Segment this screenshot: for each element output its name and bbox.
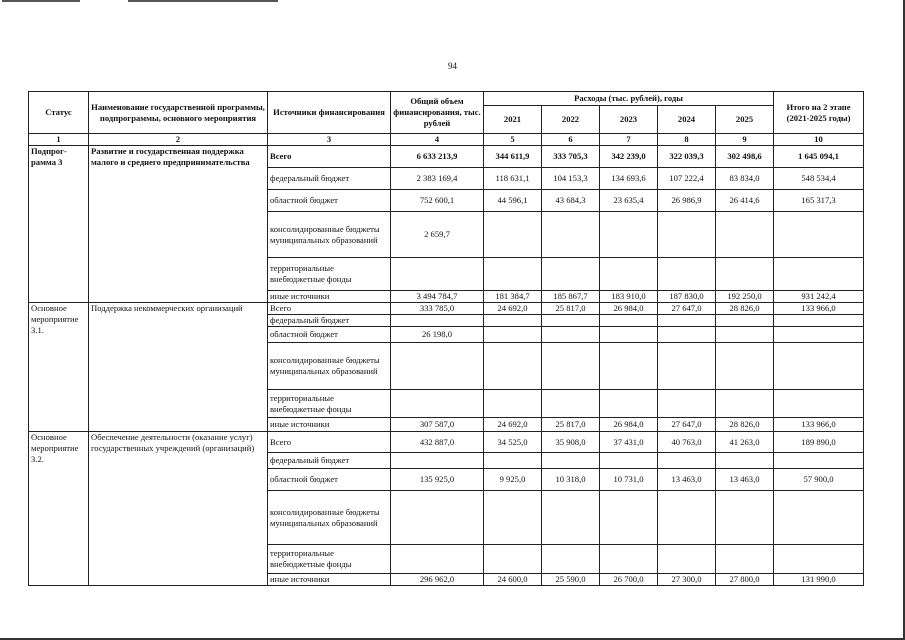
year-value-cell: 40 763,0 [658, 432, 716, 453]
program-name-cell: Обеспечение деятельности (оказание услуг) государственных учреждений (организаций) [89, 432, 268, 586]
year-value-cell [542, 491, 600, 545]
year-value-cell: 26 984,0 [600, 418, 658, 432]
year-value-cell [716, 327, 774, 343]
year-value-cell: 118 631,1 [484, 168, 542, 190]
year-value-cell [716, 343, 774, 390]
year-value-cell: 27 800,0 [716, 574, 774, 586]
year-value-cell: 107 222,4 [658, 168, 716, 190]
program-name-cell: Поддержка некоммерческих организаций [89, 303, 268, 432]
year-value-cell [716, 258, 774, 291]
header-source: Источники финансирования [268, 92, 391, 134]
table-row [29, 432, 864, 453]
total-cell [391, 258, 484, 291]
year-value-cell [542, 327, 600, 343]
source-cell: областной бюджет [268, 327, 391, 343]
total-cell [391, 453, 484, 469]
year-value-cell [658, 545, 716, 574]
header-year-2021: 2021 [484, 106, 542, 134]
stage-total-cell [774, 315, 864, 327]
page-number: 94 [448, 61, 457, 71]
stage-total-cell: 548 534,4 [774, 168, 864, 190]
column-number: 10 [774, 134, 864, 146]
year-value-cell [600, 327, 658, 343]
stage-total-cell [774, 343, 864, 390]
year-value-cell [542, 258, 600, 291]
total-cell: 752 600,1 [391, 190, 484, 212]
source-cell: иные источники [268, 574, 391, 586]
source-cell: Всего [268, 303, 391, 315]
status-cell: Основное мероприятие 3.1. [29, 303, 89, 432]
total-cell: 296 962,0 [391, 574, 484, 586]
year-value-cell [658, 327, 716, 343]
column-number: 4 [391, 134, 484, 146]
year-value-cell [484, 343, 542, 390]
stage-total-cell: 931 242,4 [774, 291, 864, 303]
year-value-cell: 302 498,6 [716, 146, 774, 168]
header-stage-total: Итого на 2 этапе (2021-2025 годы) [774, 92, 864, 134]
header-name: Наименование государственной программы, подпрограммы, основного мероприятия [89, 92, 268, 134]
year-value-cell [716, 491, 774, 545]
total-cell: 26 198,0 [391, 327, 484, 343]
year-value-cell: 344 611,9 [484, 146, 542, 168]
year-value-cell [658, 453, 716, 469]
year-value-cell [484, 390, 542, 418]
stage-total-cell: 133 966,0 [774, 303, 864, 315]
source-cell: областной бюджет [268, 469, 391, 491]
source-cell: территориальные внебюджетные фонды [268, 390, 391, 418]
source-cell: консолидированные бюджеты муниципальных образований [268, 212, 391, 258]
source-cell: федеральный бюджет [268, 168, 391, 190]
year-value-cell [484, 212, 542, 258]
year-value-cell: 35 908,0 [542, 432, 600, 453]
year-value-cell: 342 239,0 [600, 146, 658, 168]
year-value-cell: 34 525,0 [484, 432, 542, 453]
year-value-cell [484, 327, 542, 343]
stage-total-cell: 57 900,0 [774, 469, 864, 491]
year-value-cell: 25 590,0 [542, 574, 600, 586]
year-value-cell: 43 684,3 [542, 190, 600, 212]
year-value-cell [600, 491, 658, 545]
column-number: 5 [484, 134, 542, 146]
year-value-cell [600, 212, 658, 258]
year-value-cell [716, 212, 774, 258]
total-cell: 333 785,0 [391, 303, 484, 315]
source-cell: федеральный бюджет [268, 453, 391, 469]
status-cell: Подпрог-рамма 3 [29, 146, 89, 303]
year-value-cell [716, 390, 774, 418]
year-value-cell: 26 986,9 [658, 190, 716, 212]
source-cell: консолидированные бюджеты муниципальных образований [268, 343, 391, 390]
source-cell: иные источники [268, 418, 391, 432]
column-number: 9 [716, 134, 774, 146]
total-cell: 135 925,0 [391, 469, 484, 491]
year-value-cell [542, 315, 600, 327]
total-cell [391, 491, 484, 545]
year-value-cell: 26 984,0 [600, 303, 658, 315]
budget-table [28, 91, 864, 586]
year-value-cell [716, 545, 774, 574]
year-value-cell [600, 258, 658, 291]
year-value-cell [600, 315, 658, 327]
total-cell: 307 587,0 [391, 418, 484, 432]
stage-total-cell [774, 327, 864, 343]
stage-total-cell: 131 990,0 [774, 574, 864, 586]
column-number: 2 [89, 134, 268, 146]
year-value-cell: 83 834,0 [716, 168, 774, 190]
total-cell: 3 494 784,7 [391, 291, 484, 303]
stage-total-cell [774, 453, 864, 469]
year-value-cell [600, 390, 658, 418]
year-value-cell: 13 463,0 [716, 469, 774, 491]
year-value-cell: 37 431,0 [600, 432, 658, 453]
source-cell: Всего [268, 432, 391, 453]
source-cell: Всего [268, 146, 391, 168]
total-cell: 2 383 169,4 [391, 168, 484, 190]
header-expenses: Расходы (тыс. рублей), годы [484, 92, 774, 106]
source-cell: территориальные внебюджетные фонды [268, 258, 391, 291]
year-value-cell [484, 453, 542, 469]
year-value-cell: 27 647,0 [658, 303, 716, 315]
year-value-cell [658, 343, 716, 390]
total-cell [391, 390, 484, 418]
year-value-cell: 9 925,0 [484, 469, 542, 491]
year-value-cell [484, 545, 542, 574]
year-value-cell [542, 545, 600, 574]
year-value-cell [484, 258, 542, 291]
table-body [29, 146, 864, 586]
year-value-cell: 23 635,4 [600, 190, 658, 212]
stage-total-cell [774, 390, 864, 418]
total-cell: 6 633 213,9 [391, 146, 484, 168]
stage-total-cell: 1 645 094,1 [774, 146, 864, 168]
year-value-cell [484, 315, 542, 327]
total-cell [391, 315, 484, 327]
year-value-cell [658, 390, 716, 418]
year-value-cell: 10 731,0 [600, 469, 658, 491]
source-cell: областной бюджет [268, 190, 391, 212]
year-value-cell: 24 600,0 [484, 574, 542, 586]
year-value-cell: 10 318,0 [542, 469, 600, 491]
year-value-cell: 333 705,3 [542, 146, 600, 168]
year-value-cell: 24 692,0 [484, 418, 542, 432]
table-row [29, 303, 864, 315]
year-value-cell: 41 263,0 [716, 432, 774, 453]
column-number: 3 [268, 134, 391, 146]
year-value-cell: 24 692,0 [484, 303, 542, 315]
stage-total-cell [774, 545, 864, 574]
total-cell: 2 659,7 [391, 212, 484, 258]
stage-total-cell [774, 258, 864, 291]
header-year-2023: 2023 [600, 106, 658, 134]
year-value-cell: 187 830,0 [658, 291, 716, 303]
year-value-cell [716, 453, 774, 469]
header-year-2024: 2024 [658, 106, 716, 134]
column-number: 6 [542, 134, 600, 146]
header-year-2022: 2022 [542, 106, 600, 134]
header-year-2025: 2025 [716, 106, 774, 134]
column-number: 7 [600, 134, 658, 146]
year-value-cell: 104 153,3 [542, 168, 600, 190]
year-value-cell: 26 700,0 [600, 574, 658, 586]
year-value-cell [484, 491, 542, 545]
year-value-cell: 192 250,0 [716, 291, 774, 303]
year-value-cell [542, 390, 600, 418]
year-value-cell: 26 414,6 [716, 190, 774, 212]
scan-top-line-left [2, 0, 80, 2]
stage-total-cell: 133 966,0 [774, 418, 864, 432]
year-value-cell: 185 867,7 [542, 291, 600, 303]
year-value-cell: 28 826,0 [716, 303, 774, 315]
total-cell [391, 545, 484, 574]
source-cell: иные источники [268, 291, 391, 303]
status-cell: Основное мероприятие 3.2. [29, 432, 89, 586]
total-cell: 432 887,0 [391, 432, 484, 453]
year-value-cell [542, 453, 600, 469]
source-cell: консолидированные бюджеты муниципальных образований [268, 491, 391, 545]
header-total: Общий объем финансирования, тыс. рублей [391, 92, 484, 134]
column-number: 1 [29, 134, 89, 146]
year-value-cell: 181 384,7 [484, 291, 542, 303]
table-row [29, 146, 864, 168]
stage-total-cell: 189 890,0 [774, 432, 864, 453]
year-value-cell [600, 453, 658, 469]
program-name-cell: Развитие и государственная поддержка малого и среднего предпринимательства [89, 146, 268, 303]
year-value-cell [658, 258, 716, 291]
year-value-cell [542, 212, 600, 258]
year-value-cell: 25 817,0 [542, 303, 600, 315]
year-value-cell [658, 212, 716, 258]
source-cell: федеральный бюджет [268, 315, 391, 327]
column-number: 8 [658, 134, 716, 146]
year-value-cell: 322 039,3 [658, 146, 716, 168]
year-value-cell [600, 343, 658, 390]
stage-total-cell: 165 317,3 [774, 190, 864, 212]
year-value-cell: 183 910,0 [600, 291, 658, 303]
year-value-cell: 44 596,1 [484, 190, 542, 212]
source-cell: территориальные внебюджетные фонды [268, 545, 391, 574]
stage-total-cell [774, 491, 864, 545]
year-value-cell [658, 315, 716, 327]
stage-total-cell [774, 212, 864, 258]
year-value-cell: 25 817,0 [542, 418, 600, 432]
year-value-cell: 13 463,0 [658, 469, 716, 491]
scan-top-line-middle [128, 0, 278, 2]
year-value-cell: 27 647,0 [658, 418, 716, 432]
year-value-cell [600, 545, 658, 574]
total-cell [391, 343, 484, 390]
year-value-cell: 134 693,6 [600, 168, 658, 190]
year-value-cell [716, 315, 774, 327]
year-value-cell [658, 491, 716, 545]
header-status: Статус [29, 92, 89, 134]
year-value-cell: 28 826,0 [716, 418, 774, 432]
year-value-cell: 27 300,0 [658, 574, 716, 586]
year-value-cell [542, 343, 600, 390]
